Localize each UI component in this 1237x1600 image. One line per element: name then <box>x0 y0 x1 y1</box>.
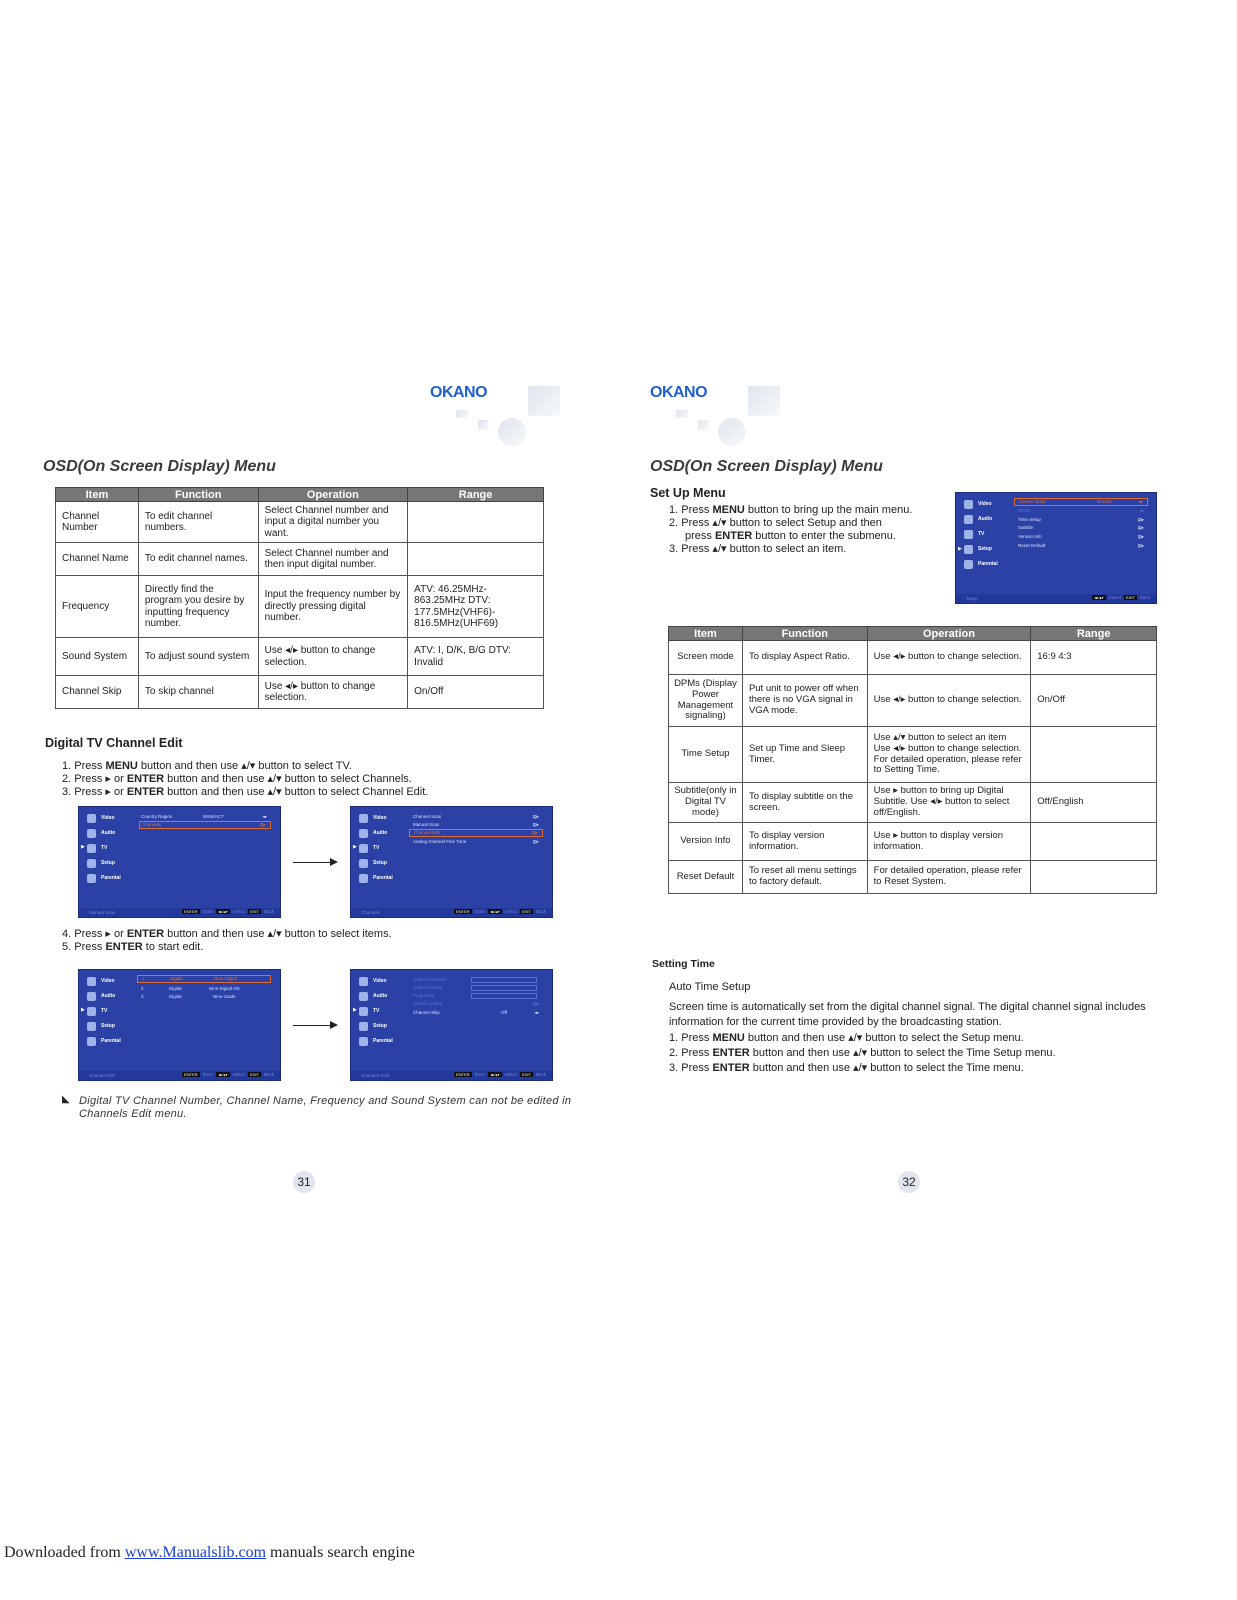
logo-decoration <box>698 420 708 430</box>
step: 2. Press ENTER button and then use ▴/▾ button to select the Time Setup menu. <box>669 1047 1056 1059</box>
osd-row: Frequency <box>413 993 543 998</box>
menu-item-tv: TV <box>964 528 984 540</box>
cell-operation: Use ▴/▾ button to select an item Use ◂/▸ button to change selection. For detailed operation, please refer to Setting Time. <box>867 727 1031 783</box>
table-header: Operation <box>867 627 1031 641</box>
paragraph: Screen time is automatically set from the digital channel signal. The digital channel signal includes information for the current time provided by the broadcasting station. <box>669 1001 1146 1028</box>
cell-operation: Use ◂/▸ button to change selection. <box>258 638 408 676</box>
table-row <box>56 543 544 576</box>
setup-icon <box>359 859 368 868</box>
step: press ENTER button to enter the submenu. <box>685 530 896 542</box>
video-icon <box>87 814 96 823</box>
tv-icon <box>359 1007 368 1016</box>
cell-function: Set up Time and Sleep Timer. <box>742 727 867 783</box>
step: 1. Press MENU button and then use ▴/▾ button to select the Setup menu. <box>669 1032 1024 1044</box>
menu-item-tv: TV <box>87 1005 107 1017</box>
cell-item: Reset Default <box>669 861 743 894</box>
osd-screen-channels-edit <box>350 969 553 1081</box>
menu-item-parental: Parental <box>87 872 121 884</box>
step: 3. Press ▸ or ENTER button and then use ▴/▾ button to select Channel Edit. <box>62 786 429 798</box>
osd-screen-channel-edit <box>78 969 281 1081</box>
osd-row: Time Setup ▤▸ <box>1018 517 1144 522</box>
osd-row: Channel Name <box>413 985 543 990</box>
menu-item-setup: Setup <box>964 543 992 555</box>
table-row <box>56 502 544 543</box>
step: 2. Press ▸ or ENTER button and then use ▴/▾ button to select Channels. <box>62 773 412 785</box>
osd-row: Channel Skip Off ◂▸ <box>413 1010 539 1015</box>
table-header: Operation <box>258 488 408 502</box>
setup-spec-table <box>668 626 1157 894</box>
osd-row-selected: Channel Edit ▤▸ <box>409 829 543 837</box>
step: 1. Press MENU button and then use ▴/▾ button to select TV. <box>62 760 352 772</box>
step: 2. Press ▴/▾ button to select Setup and then <box>669 517 882 529</box>
cell-operation: Use ◂/▸ button to change selection. <box>867 641 1031 675</box>
osd-row: Channel Number <box>413 977 543 982</box>
osd-row: Subtitle ▤▸ <box>1018 525 1144 530</box>
steps-list <box>669 1031 1056 1076</box>
osd-footer: Channels Edit ENTER Enter ◂▸/▴▾ Select EXIT Back <box>351 1071 552 1080</box>
cell-operation: Select Channel number and then input digital number. <box>258 543 408 576</box>
cell-function: To adjust sound system <box>138 638 258 676</box>
table-row <box>669 727 1157 783</box>
cell-item: DPMs (Display Power Management signaling) <box>669 675 743 727</box>
video-icon <box>964 500 973 509</box>
logo-decoration <box>528 386 560 416</box>
video-icon <box>87 977 96 986</box>
osd-footer: Channels ENTER Enter ◂▸/▴▾ Select EXIT Back <box>351 908 552 917</box>
logo-decoration <box>456 410 468 418</box>
cell-function: To display version information. <box>742 823 867 861</box>
pointer-icon: ▶ <box>81 844 85 850</box>
page-title: OSD(On Screen Display) Menu <box>650 458 883 475</box>
cell-item: Version Info <box>669 823 743 861</box>
cell-function: To edit channel names. <box>138 543 258 576</box>
cell-range <box>408 502 544 543</box>
menu-item-audio: Audio <box>87 990 115 1002</box>
table-row <box>669 675 1157 727</box>
logo-decoration <box>478 420 488 430</box>
table-header: Range <box>408 488 544 502</box>
osd-row: Reset Default ▤▸ <box>1018 543 1144 548</box>
osd-row: Country Region NSW/ACT ◂▸ <box>141 814 267 819</box>
tv-icon <box>87 844 96 853</box>
parental-icon <box>964 560 973 569</box>
menu-item-audio: Audio <box>964 513 992 525</box>
cell-item: Channel Number <box>56 502 139 543</box>
table-row <box>669 641 1157 675</box>
menu-item-setup: Setup <box>87 1020 115 1032</box>
menu-item-tv: TV <box>359 842 379 854</box>
steps-list <box>62 760 428 799</box>
manualslib-link[interactable]: www.Manualslib.com <box>124 1544 267 1561</box>
menu-item-setup: Setup <box>359 857 387 869</box>
audio-icon <box>359 829 368 838</box>
audio-icon <box>964 515 973 524</box>
pointer-icon: ▶ <box>958 546 962 552</box>
cell-operation: For detailed operation, please refer to Reset System. <box>867 861 1031 894</box>
cell-operation: Use ▸ button to bring up Digital Subtitle. Use ◂/▸ button to select off/English. <box>867 783 1031 823</box>
table-header: Item <box>669 627 743 641</box>
page-number: 31 <box>293 1171 315 1193</box>
step: 3. Press ▴/▾ button to select an item. <box>669 543 847 555</box>
osd-row: DPMS ◂▸ <box>1018 508 1144 513</box>
page-title: OSD(On Screen Display) Menu <box>43 458 276 475</box>
cell-range: On/Off <box>1031 675 1157 727</box>
menu-item-setup: Setup <box>359 1020 387 1032</box>
cell-operation: Use ◂/▸ button to change selection. <box>867 675 1031 727</box>
brand-logo: OKANO <box>650 384 708 401</box>
step: 4. Press ▸ or ENTER button and then use ▴/▾ button to select items. <box>62 928 392 940</box>
osd-footer: Channel Edit ENTER Enter ◂▸/▴▾ Select EXIT Back <box>79 1071 280 1080</box>
cell-operation: Input the frequency number by directly pressing digital number. <box>258 576 408 638</box>
step: 5. Press ENTER to start edit. <box>62 941 204 953</box>
cell-range: On/Off <box>408 676 544 709</box>
table-header: Function <box>742 627 867 641</box>
table-header: Range <box>1031 627 1157 641</box>
setup-icon <box>87 859 96 868</box>
step: 1. Press MENU button to bring up the main menu. <box>669 504 913 516</box>
menu-item-tv: TV <box>359 1005 379 1017</box>
channel-edit-spec-table <box>55 487 544 709</box>
arrow-right-icon <box>293 1025 330 1026</box>
cell-function: Put unit to power off when there is no VGA signal in VGA mode. <box>742 675 867 727</box>
cell-function: Directly find the program you desire by inputting frequency number. <box>138 576 258 638</box>
cell-range: ATV: 46.25MHz- 863.25MHz DTV: 177.5MHz(VHF6)- 816.5MHz(UHF69) <box>408 576 544 638</box>
audio-icon <box>87 829 96 838</box>
brand-logo: OKANO <box>430 384 488 401</box>
logo-decoration <box>718 418 746 446</box>
osd-row: Manual Scan ▤▸ <box>413 822 539 827</box>
menu-item-audio: Audio <box>359 990 387 1002</box>
parental-icon <box>87 874 96 883</box>
setup-icon <box>87 1022 96 1031</box>
arrow-right-icon <box>330 1021 338 1029</box>
pointer-icon: ▶ <box>353 844 357 850</box>
note-text: Digital TV Channel Number, Channel Name, Frequency and Sound System can not be edited in Channels Edit menu. <box>79 1095 572 1120</box>
cell-operation: Use ◂/▸ button to change selection. <box>258 676 408 709</box>
osd-footer: Manual Scan ENTER Enter ◂▸/▴▾ Select EXIT Back <box>79 908 280 917</box>
cell-range: Off/English <box>1031 783 1157 823</box>
osd-row: Analog Channel Fine Tune ▤▸ <box>413 839 539 844</box>
table-row <box>669 783 1157 823</box>
osd-screen-channels <box>350 806 553 918</box>
section-title: Setting Time <box>652 958 715 970</box>
table-row <box>669 861 1157 894</box>
video-icon <box>359 814 368 823</box>
tv-icon <box>87 1007 96 1016</box>
table-row <box>56 676 544 709</box>
section-title: Digital TV Channel Edit <box>45 736 183 750</box>
section-title: Set Up Menu <box>650 486 726 500</box>
parental-icon <box>87 1037 96 1046</box>
tv-icon <box>359 844 368 853</box>
cell-operation: Use ▸ button to display version information. <box>867 823 1031 861</box>
cell-item: Channel Name <box>56 543 139 576</box>
cell-function: To skip channel <box>138 676 258 709</box>
cell-range: 16:9 4:3 <box>1031 641 1157 675</box>
audio-icon <box>359 992 368 1001</box>
cell-range <box>408 543 544 576</box>
menu-item-video: Video <box>87 975 115 987</box>
cell-range <box>1031 823 1157 861</box>
menu-item-video: Video <box>359 975 387 987</box>
cell-item: Frequency <box>56 576 139 638</box>
osd-row: Channel Scan ▤▸ <box>413 814 539 819</box>
logo-decoration <box>498 418 526 446</box>
cell-function: To reset all menu settings to factory default. <box>742 861 867 894</box>
parental-icon <box>359 874 368 883</box>
steps-list <box>669 504 912 556</box>
table-header: Function <box>138 488 258 502</box>
parental-icon <box>359 1037 368 1046</box>
subtitle: Auto Time Setup <box>669 981 751 993</box>
menu-item-video: Video <box>964 498 992 510</box>
osd-row-selected: 1 Digital Nine Digital <box>137 975 271 983</box>
menu-item-audio: Audio <box>87 827 115 839</box>
cell-range <box>1031 727 1157 783</box>
menu-item-video: Video <box>87 812 115 824</box>
cell-range: ATV: I, D/K, B/G DTV: Invalid <box>408 638 544 676</box>
osd-row: 3 Digital Nine Guide <box>141 994 236 999</box>
cell-item: Sound System <box>56 638 139 676</box>
setup-icon <box>359 1022 368 1031</box>
video-icon <box>359 977 368 986</box>
menu-item-parental: Parental <box>87 1035 121 1047</box>
cell-item: Subtitle(only in Digital TV mode) <box>669 783 743 823</box>
cell-function: To display subtitle on the screen. <box>742 783 867 823</box>
menu-item-parental: Parental <box>359 872 393 884</box>
menu-item-tv: TV <box>87 842 107 854</box>
table-row <box>56 576 544 638</box>
audio-icon <box>87 992 96 1001</box>
arrow-right-icon <box>330 858 338 866</box>
osd-footer: Setup ◂▸/▴▾ Select EXIT Back <box>956 594 1156 603</box>
pointer-icon: ▶ <box>81 1007 85 1013</box>
step: 3. Press ENTER button and then use ▴/▾ button to select the Time menu. <box>669 1062 1024 1074</box>
osd-row-selected: Channels ▤▸ <box>139 821 271 829</box>
download-footer: Downloaded from www.Manualslib.com manuals search engine <box>4 1544 415 1561</box>
osd-row: Sound System ▤▸ <box>413 1001 539 1006</box>
cell-item: Time Setup <box>669 727 743 783</box>
osd-row: Version Info ▤▸ <box>1018 534 1144 539</box>
table-row <box>669 823 1157 861</box>
cell-item: Screen mode <box>669 641 743 675</box>
cell-function: To display Aspect Ratio. <box>742 641 867 675</box>
page-number: 32 <box>898 1171 920 1193</box>
cell-operation: Select Channel number and input a digital number you want. <box>258 502 408 543</box>
menu-item-setup: Setup <box>87 857 115 869</box>
cell-function: To edit channel numbers. <box>138 502 258 543</box>
cell-range <box>1031 861 1157 894</box>
pointer-icon: ▶ <box>353 1007 357 1013</box>
osd-screen-setup <box>955 492 1157 604</box>
tv-icon <box>964 530 973 539</box>
menu-item-parental: Parental <box>359 1035 393 1047</box>
table-row <box>56 638 544 676</box>
note-icon: ◣ <box>62 1094 70 1105</box>
logo-decoration <box>748 386 780 416</box>
osd-row-selected: Screen Mode Normal ◂▸ <box>1014 498 1148 506</box>
menu-item-video: Video <box>359 812 387 824</box>
osd-row: 2 Digital Nine Digital HD <box>141 986 240 991</box>
osd-screen-manual-scan <box>78 806 281 918</box>
menu-item-audio: Audio <box>359 827 387 839</box>
table-header: Item <box>56 488 139 502</box>
setup-icon <box>964 545 973 554</box>
cell-item: Channel Skip <box>56 676 139 709</box>
steps-list <box>62 928 392 954</box>
logo-decoration <box>676 410 688 418</box>
arrow-right-icon <box>293 862 330 863</box>
menu-item-parental: Parental <box>964 558 998 570</box>
